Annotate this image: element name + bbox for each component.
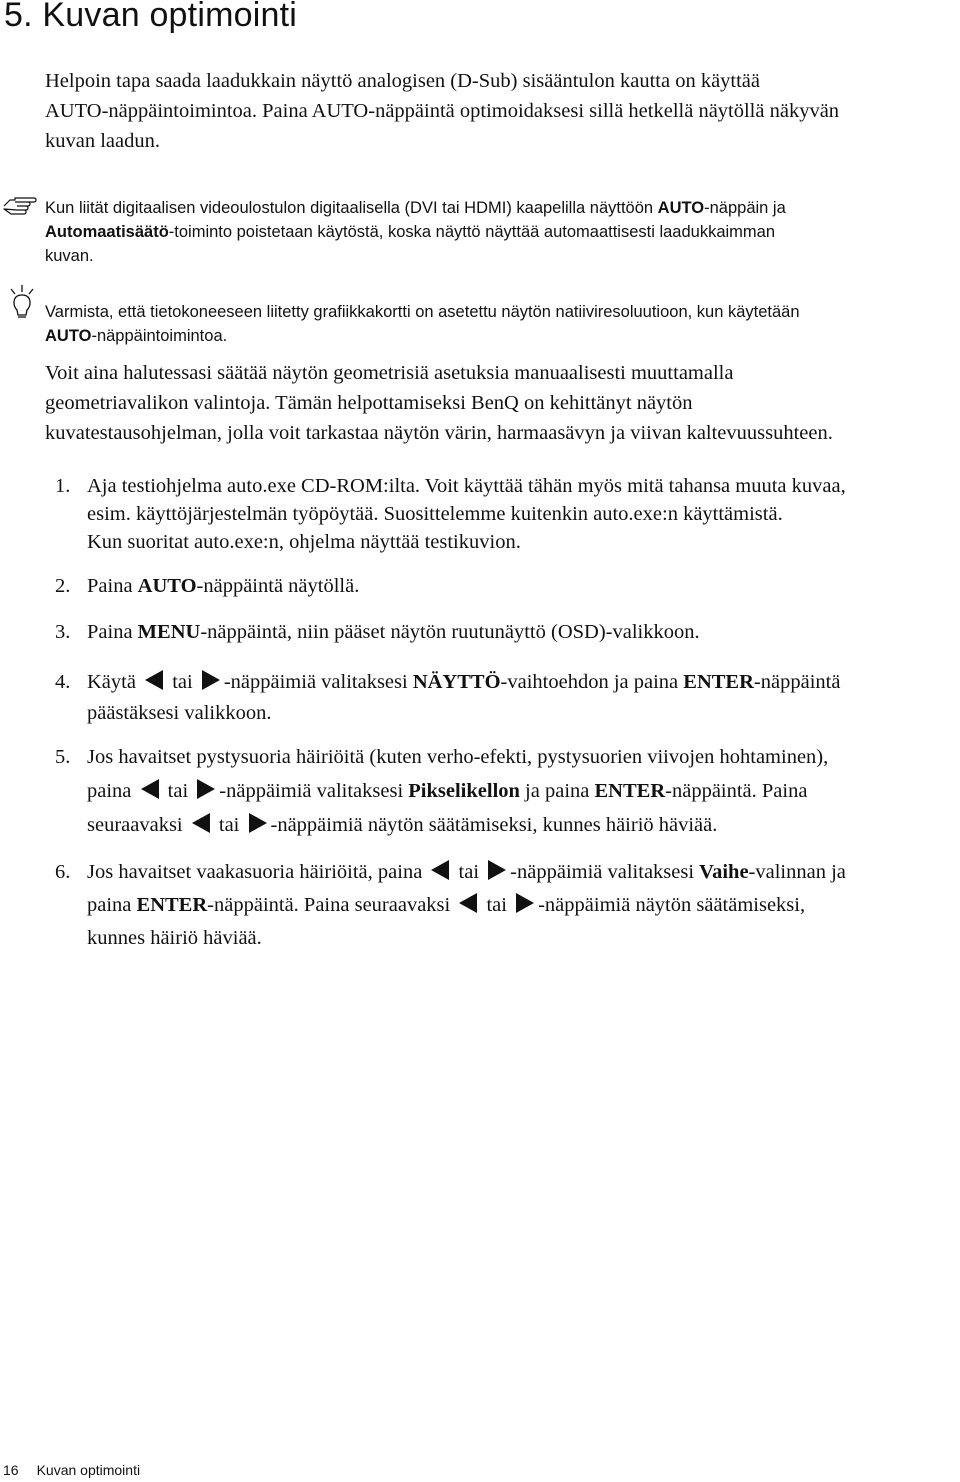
- right-arrow-icon: [516, 893, 534, 913]
- naytto-keyword: NÄYTTÖ: [412, 671, 501, 693]
- right-arrow-icon: [488, 860, 506, 880]
- menu-keyword: MENU: [137, 621, 201, 643]
- left-arrow-icon: [145, 670, 163, 690]
- enter-keyword: ENTER: [594, 780, 666, 802]
- pikselikello-keyword: Pikselikellon: [408, 780, 520, 802]
- page-number: 16: [3, 1462, 19, 1478]
- right-arrow-icon: [249, 813, 267, 833]
- lightbulb-icon: [5, 283, 39, 321]
- note-paragraph: Kun liität digitaalisen videoulostulon digitaalisella (DVI tai HDMI) kaapelilla näyttöön AUTO-näppäin ja Automaatisäätö-toiminto poistetaan käytöstä, koska näyttö näyttää automaattisesti laadukkaimman kuvan.: [45, 199, 786, 265]
- intro-line: Helpoin tapa saada laadukkain näyttö analogisen (D-Sub) sisääntulon kautta on käyttää: [45, 70, 761, 92]
- intro-line: kuvan laadun.: [45, 130, 160, 152]
- auto-keyword: AUTO: [657, 199, 705, 217]
- tip-paragraph: Varmista, että tietokoneeseen liitetty grafiikkakortti on asetettu näytön natiiviresoluutioon, kun käytetään AUTO-näppäintoimintoa.: [45, 303, 800, 345]
- list-item: 5. Jos havaitset pystysuoria häiriöitä (kuten verho-efekti, pystysuorien viivojen hohtaminen), paina tai -näppäimiä valitaksesi Pikselikellon ja paina ENTER-näppäintä. Paina seuraavaksi tai -näppäimiä näytön säätämiseksi, kunnes häiriö häviää.: [55, 746, 829, 836]
- list-item: 2. Paina AUTO-näppäintä näytöllä.: [55, 575, 360, 597]
- right-arrow-icon: [197, 779, 215, 799]
- intro-line: AUTO-näppäintoimintoa. Paina AUTO-näppäintä optimoidaksesi sillä hetkellä näytöllä näkyvän: [45, 100, 840, 122]
- intro-paragraph: [45, 66, 945, 156]
- enter-keyword: ENTER: [683, 671, 754, 693]
- left-arrow-icon: [192, 813, 210, 833]
- right-arrow-icon: [202, 670, 220, 690]
- geometry-paragraph: Voit aina halutessasi säätää näytön geometrisiä asetuksia manuaalisesti muuttamalla geometriavalikon valintoja. Tämän helpottamiseksi BenQ on kehittänyt näytön kuvatestausohjelman, jolla voit tarkastaa näytön värin, harmaasävyn ja viivan kaltevuussuhteen.: [45, 362, 833, 444]
- left-arrow-icon: [459, 893, 477, 913]
- pointing-hand-icon: [3, 196, 37, 216]
- vaihe-keyword: Vaihe: [699, 861, 749, 883]
- auto-keyword: AUTO: [45, 100, 102, 122]
- enter-keyword: ENTER: [136, 894, 208, 916]
- auto-keyword: AUTO: [137, 575, 197, 597]
- footer-section-title: Kuvan optimointi: [36, 1462, 141, 1478]
- list-item: 1. Aja testiohjelma auto.exe CD-ROM:ilta. Voit käyttää tähän myös mitä tahansa muuta kuvaa, esim. käyttöjärjestelmän työpöytää. Suosittelemme kuitenkin auto.exe:n käyttämistä. Kun suoritat auto.exe:n, ohjelma näyttää testikuvion.: [55, 475, 846, 553]
- left-arrow-icon: [141, 779, 159, 799]
- page-title: 5. Kuvan optimointi: [4, 0, 297, 34]
- automaatisaato-keyword: Automaatisäätö: [45, 223, 169, 241]
- left-arrow-icon: [431, 860, 449, 880]
- list-item: 4. Käytä tai -näppäimiä valitaksesi NÄYTTÖ-vaihtoehdon ja paina ENTER-näppäintä päästäksesi valikkoon.: [55, 671, 841, 724]
- auto-keyword: AUTO: [45, 327, 92, 345]
- list-item: 3. Paina MENU-näppäintä, niin pääset näytön ruutunäyttö (OSD)-valikkoon.: [55, 621, 700, 643]
- page-footer: [3, 1462, 140, 1478]
- list-item: 6. Jos havaitset vaakasuoria häiriöitä, paina tai -näppäimiä valitaksesi Vaihe-valinnan ja paina ENTER-näppäintä. Paina seuraavaksi tai -näppäimiä näytön säätämiseksi, kunnes häiriö häviää.: [55, 861, 846, 949]
- auto-keyword: AUTO: [311, 100, 369, 122]
